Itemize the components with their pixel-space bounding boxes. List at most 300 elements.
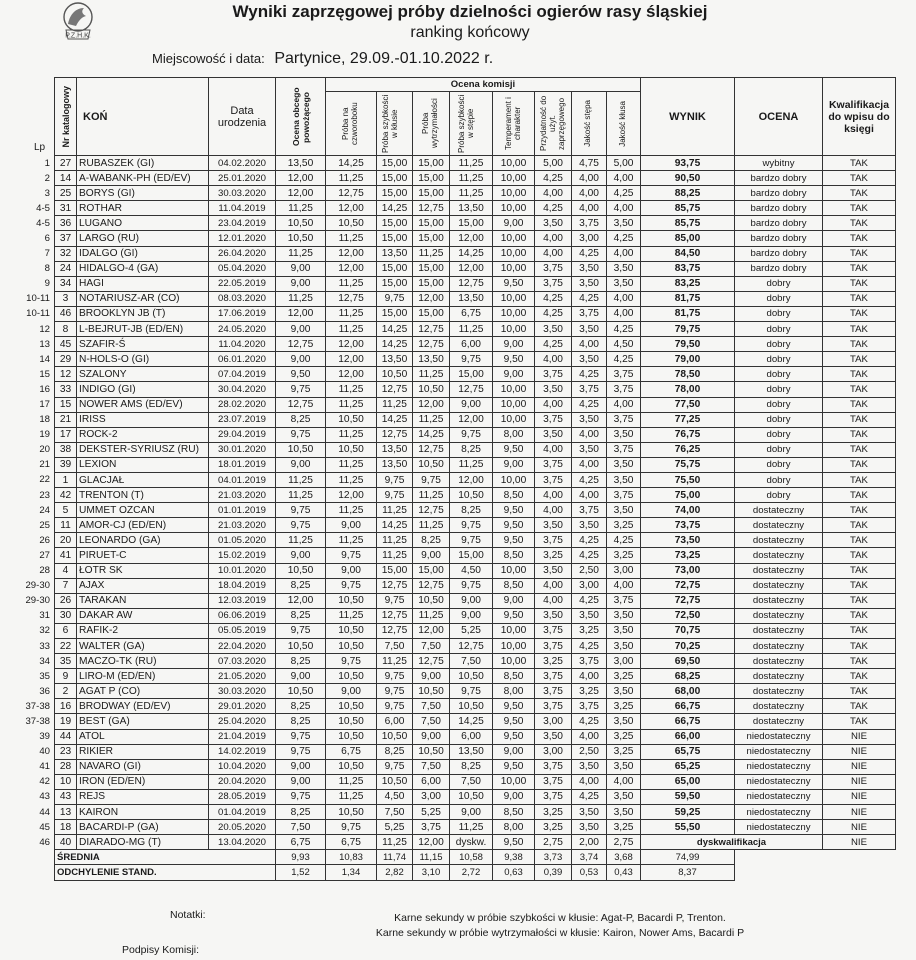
row-lp: 40 <box>39 746 50 758</box>
col-proba-szybkosci-stepie: Próba szybkości w stępie <box>457 94 475 153</box>
col-wynik: WYNIK <box>669 110 706 123</box>
score-s6: 3,75 <box>535 684 572 699</box>
birth-date: 04.02.2020 <box>209 156 276 171</box>
grade: niedostateczny <box>735 774 823 789</box>
catalog-number: 42 <box>55 488 77 503</box>
place-value: Partynice, 29.09.-01.10.2022 r. <box>274 50 494 67</box>
score-s7: 4,00 <box>572 427 607 442</box>
score-s2: 11,25 <box>377 548 413 563</box>
catalog-number: 20 <box>55 533 77 548</box>
score-s5: 10,00 <box>493 156 535 171</box>
score-obcy: 8,25 <box>276 412 326 427</box>
catalog-number: 32 <box>55 246 77 261</box>
score-s1: 10,50 <box>326 593 377 608</box>
score-s3: 12,00 <box>413 397 450 412</box>
score-s2: 11,25 <box>377 654 413 669</box>
catalog-number: 16 <box>55 699 77 714</box>
row-lp: 15 <box>39 368 50 380</box>
score-s1: 11,25 <box>326 457 377 472</box>
result-value: 88,25 <box>641 186 735 201</box>
birth-date: 26.04.2020 <box>209 246 276 261</box>
score-s2: 5,25 <box>377 820 413 835</box>
score-s2: 15,00 <box>377 261 413 276</box>
qualification: TAK <box>823 367 896 382</box>
grade: bardzo dobry <box>735 246 823 261</box>
score-s8: 3,50 <box>607 457 641 472</box>
std-s5: 0,63 <box>493 865 535 880</box>
catalog-number: 11 <box>55 518 77 533</box>
row-lp: 46 <box>39 836 50 848</box>
grade: bardzo dobry <box>735 231 823 246</box>
table-row <box>54 201 896 216</box>
score-s5: 9,00 <box>493 744 535 759</box>
score-s2: 15,00 <box>377 306 413 321</box>
score-s5: 10,00 <box>493 322 535 337</box>
score-s2: 9,75 <box>377 291 413 306</box>
grade: dostateczny <box>735 548 823 563</box>
score-s8: 4,00 <box>607 201 641 216</box>
score-s3: 9,00 <box>413 548 450 563</box>
score-obcy: 11,25 <box>276 488 326 503</box>
score-s6: 3,50 <box>535 729 572 744</box>
score-s6: 4,00 <box>535 352 572 367</box>
score-s8: 3,50 <box>607 805 641 820</box>
table-row <box>54 306 896 321</box>
score-s4: 12,00 <box>450 261 493 276</box>
score-s4: 15,00 <box>450 367 493 382</box>
std-s8: 0,43 <box>607 865 641 880</box>
result-value: 75,00 <box>641 488 735 503</box>
result-value: 90,50 <box>641 171 735 186</box>
score-obcy: 10,50 <box>276 442 326 457</box>
qualification: NIE <box>823 759 896 774</box>
score-obcy: 12,75 <box>276 397 326 412</box>
score-s3: 10,50 <box>413 744 450 759</box>
grade: dostateczny <box>735 593 823 608</box>
col-jakosc-stepa: Jakość stępa <box>583 100 592 147</box>
score-s4: 9,00 <box>450 397 493 412</box>
score-obcy: 9,50 <box>276 367 326 382</box>
score-s5: 10,00 <box>493 306 535 321</box>
catalog-number: 43 <box>55 789 77 804</box>
mean-s1: 10,83 <box>326 850 377 865</box>
qualification: TAK <box>823 503 896 518</box>
score-s1: 11,25 <box>326 171 377 186</box>
qualification: TAK <box>823 563 896 578</box>
mean-label: ŚREDNIA <box>55 850 276 865</box>
grade: dostateczny <box>735 639 823 654</box>
score-obcy: 10,50 <box>276 216 326 231</box>
mean-s3: 11,15 <box>413 850 450 865</box>
score-s6: 5,00 <box>535 156 572 171</box>
row-lp: 4-5 <box>36 202 50 214</box>
qualification: TAK <box>823 699 896 714</box>
birth-date: 30.03.2020 <box>209 684 276 699</box>
horse-name: RIKIER <box>77 744 209 759</box>
score-s1: 11,25 <box>326 427 377 442</box>
score-s2: 7,50 <box>377 639 413 654</box>
grade: dostateczny <box>735 563 823 578</box>
score-s5: 10,00 <box>493 382 535 397</box>
score-s1: 10,50 <box>326 699 377 714</box>
grade: dobry <box>735 427 823 442</box>
score-s2: 9,75 <box>377 699 413 714</box>
score-s1: 12,00 <box>326 246 377 261</box>
score-s3: 11,25 <box>413 488 450 503</box>
catalog-number: 2 <box>55 684 77 699</box>
horse-name: SZALONY <box>77 367 209 382</box>
score-s8: 3,75 <box>607 412 641 427</box>
score-s4: 6,00 <box>450 729 493 744</box>
grade: dobry <box>735 397 823 412</box>
score-obcy: 9,00 <box>276 548 326 563</box>
score-s2: 12,75 <box>377 623 413 638</box>
score-s1: 14,25 <box>326 156 377 171</box>
birth-date: 08.03.2020 <box>209 291 276 306</box>
catalog-number: 4 <box>55 563 77 578</box>
row-lp: 33 <box>39 640 50 652</box>
horse-name: ROCK-2 <box>77 427 209 442</box>
table-row <box>54 593 896 608</box>
score-obcy: 11,25 <box>276 246 326 261</box>
birth-date: 25.01.2020 <box>209 171 276 186</box>
score-s6: 3,75 <box>535 472 572 487</box>
row-lp: 34 <box>39 655 50 667</box>
mean-s4: 10,58 <box>450 850 493 865</box>
table-row <box>54 246 896 261</box>
score-s3: 15,00 <box>413 276 450 291</box>
horse-name: BROOKLYN JB (T) <box>77 306 209 321</box>
birth-date: 18.04.2019 <box>209 578 276 593</box>
score-s8: 4,25 <box>607 322 641 337</box>
row-lp: 24 <box>39 504 50 516</box>
qualification: NIE <box>823 789 896 804</box>
score-s6: 3,25 <box>535 805 572 820</box>
score-s7: 3,50 <box>572 261 607 276</box>
std-s7: 0,53 <box>572 865 607 880</box>
score-s5: 10,00 <box>493 639 535 654</box>
table-row <box>54 684 896 699</box>
grade: dobry <box>735 488 823 503</box>
score-obcy: 8,25 <box>276 654 326 669</box>
score-obcy: 9,75 <box>276 427 326 442</box>
table-row <box>54 442 896 457</box>
col-proba-wytrzymalosci: Próba wytrzymałości <box>421 98 439 149</box>
result-value: 66,75 <box>641 714 735 729</box>
table-row <box>54 171 896 186</box>
score-s3: 13,50 <box>413 352 450 367</box>
qualification: TAK <box>823 261 896 276</box>
horse-name: ROTHAR <box>77 201 209 216</box>
birth-date: 07.04.2019 <box>209 367 276 382</box>
row-lp: 35 <box>39 670 50 682</box>
score-s5: 10,00 <box>493 246 535 261</box>
score-s5: 8,00 <box>493 427 535 442</box>
result-value: 79,50 <box>641 337 735 352</box>
birth-date: 04.01.2019 <box>209 472 276 487</box>
score-s7: 4,25 <box>572 789 607 804</box>
score-s5: 10,00 <box>493 397 535 412</box>
score-s8: 3,50 <box>607 714 641 729</box>
table-row <box>54 427 896 442</box>
score-s3: 12,75 <box>413 503 450 518</box>
catalog-number: 5 <box>55 503 77 518</box>
score-s3: 12,75 <box>413 337 450 352</box>
score-s5: 9,00 <box>493 216 535 231</box>
qualification: TAK <box>823 457 896 472</box>
score-s4: 11,25 <box>450 322 493 337</box>
score-obcy: 10,50 <box>276 684 326 699</box>
catalog-number: 12 <box>55 367 77 382</box>
score-s3: 9,75 <box>413 472 450 487</box>
score-s7: 2,50 <box>572 744 607 759</box>
score-s8: 3,50 <box>607 427 641 442</box>
catalog-number: 17 <box>55 427 77 442</box>
horse-name: A-WABANK-PH (ED/EV) <box>77 171 209 186</box>
score-s2: 12,75 <box>377 382 413 397</box>
catalog-number: 26 <box>55 593 77 608</box>
horse-name: DIARADO-MG (T) <box>77 835 209 850</box>
score-s1: 12,00 <box>326 352 377 367</box>
score-s5: 9,50 <box>493 759 535 774</box>
score-s2: 14,25 <box>377 518 413 533</box>
qualification: TAK <box>823 352 896 367</box>
row-lp: 25 <box>39 519 50 531</box>
score-s7: 3,75 <box>572 306 607 321</box>
score-obcy: 9,75 <box>276 382 326 397</box>
score-s7: 2,00 <box>572 835 607 850</box>
table-row <box>54 639 896 654</box>
score-s1: 12,00 <box>326 367 377 382</box>
catalog-number: 29 <box>55 352 77 367</box>
qualification: TAK <box>823 608 896 623</box>
result-value: 59,25 <box>641 805 735 820</box>
score-s6: 4,00 <box>535 442 572 457</box>
score-s5: 9,50 <box>493 714 535 729</box>
col-jakosc-klusa: Jakość kłusa <box>617 100 627 147</box>
row-lp: 31 <box>39 610 50 622</box>
score-s2: 10,50 <box>377 367 413 382</box>
score-s4: 5,25 <box>450 623 493 638</box>
catalog-number: 15 <box>55 397 77 412</box>
mean-s2: 11,74 <box>377 850 413 865</box>
catalog-number: 21 <box>55 412 77 427</box>
table-row <box>54 563 896 578</box>
score-s1: 11,25 <box>326 608 377 623</box>
table-row <box>54 744 896 759</box>
horse-name: LEXION <box>77 457 209 472</box>
qualification: TAK <box>823 669 896 684</box>
score-s3: 7,50 <box>413 639 450 654</box>
score-s2: 14,25 <box>377 337 413 352</box>
results-body <box>54 156 896 850</box>
result-value: 66,75 <box>641 699 735 714</box>
horse-name: RAFIK-2 <box>77 623 209 638</box>
score-s7: 3,50 <box>572 805 607 820</box>
score-s5: 8,50 <box>493 669 535 684</box>
result-value: 81,75 <box>641 306 735 321</box>
score-s5: 8,50 <box>493 488 535 503</box>
row-lp: 4-5 <box>36 217 50 229</box>
row-lp: 41 <box>39 761 50 773</box>
score-s3: 12,00 <box>413 291 450 306</box>
mean-s6: 3,73 <box>535 850 572 865</box>
row-lp: 14 <box>39 353 50 365</box>
row-lp: 1 <box>44 157 50 169</box>
page-subtitle: ranking końcowy <box>410 24 530 41</box>
score-s7: 4,00 <box>572 488 607 503</box>
result-value: 69,50 <box>641 654 735 669</box>
score-s4: 15,00 <box>450 548 493 563</box>
score-obcy: 8,25 <box>276 608 326 623</box>
score-s2: 9,75 <box>377 593 413 608</box>
table-row <box>54 186 896 201</box>
qualification: TAK <box>823 306 896 321</box>
result-value: 59,50 <box>641 789 735 804</box>
birth-date: 05.04.2020 <box>209 261 276 276</box>
grade: dobry <box>735 306 823 321</box>
score-s5: 9,50 <box>493 442 535 457</box>
table-row <box>54 774 896 789</box>
horse-name: AJAX <box>77 578 209 593</box>
score-s7: 3,50 <box>572 412 607 427</box>
score-s3: 11,25 <box>413 518 450 533</box>
score-s2: 10,50 <box>377 774 413 789</box>
score-s3: 7,50 <box>413 699 450 714</box>
score-s3: 6,00 <box>413 774 450 789</box>
score-s1: 10,50 <box>326 639 377 654</box>
score-s2: 11,25 <box>377 397 413 412</box>
birth-date: 10.01.2020 <box>209 563 276 578</box>
birth-date: 25.04.2020 <box>209 714 276 729</box>
row-lp: 12 <box>39 323 50 335</box>
grade: dostateczny <box>735 608 823 623</box>
score-s5: 10,00 <box>493 412 535 427</box>
score-s3: 7,50 <box>413 714 450 729</box>
row-lp: 27 <box>39 549 50 561</box>
score-s3: 10,50 <box>413 593 450 608</box>
score-s6: 3,75 <box>535 669 572 684</box>
score-s8: 3,50 <box>607 608 641 623</box>
score-s1: 11,25 <box>326 472 377 487</box>
score-s8: 3,50 <box>607 759 641 774</box>
score-s3: 12,75 <box>413 654 450 669</box>
score-s4: 9,75 <box>450 578 493 593</box>
score-s4: 12,00 <box>450 231 493 246</box>
table-row <box>54 654 896 669</box>
score-s8: 4,00 <box>607 397 641 412</box>
svg-text:P.Z.H.K.: P.Z.H.K. <box>65 32 91 40</box>
grade: dobry <box>735 382 823 397</box>
row-lp: 28 <box>39 565 50 577</box>
score-s6: 3,50 <box>535 216 572 231</box>
result-value: 72,75 <box>641 593 735 608</box>
table-row <box>54 337 896 352</box>
result-value: 79,00 <box>641 352 735 367</box>
birth-date: 11.04.2019 <box>209 201 276 216</box>
score-s3: 10,50 <box>413 684 450 699</box>
score-s5: 10,00 <box>493 231 535 246</box>
col-proba-czworobok: Próba na czworoboku <box>341 102 359 145</box>
score-s8: 3,75 <box>607 367 641 382</box>
birth-date: 18.01.2019 <box>209 457 276 472</box>
catalog-number: 8 <box>55 322 77 337</box>
score-s6: 3,50 <box>535 518 572 533</box>
col-przydatnosc: Przydatność do użyt. zaprzęgowego <box>539 95 566 152</box>
std-s1: 1,34 <box>326 865 377 880</box>
grade: dobry <box>735 322 823 337</box>
catalog-number: 25 <box>55 186 77 201</box>
score-s4: 9,00 <box>450 805 493 820</box>
result-value: 66,00 <box>641 729 735 744</box>
row-lp: 37-38 <box>25 715 50 727</box>
score-s5: 9,50 <box>493 608 535 623</box>
score-s8: 3,25 <box>607 669 641 684</box>
score-s6: 3,25 <box>535 820 572 835</box>
grade: dobry <box>735 472 823 487</box>
horse-name: LEONARDO (GA) <box>77 533 209 548</box>
score-s8: 3,75 <box>607 382 641 397</box>
score-s6: 4,00 <box>535 246 572 261</box>
birth-date: 21.05.2020 <box>209 669 276 684</box>
catalog-number: 39 <box>55 457 77 472</box>
score-obcy: 11,25 <box>276 201 326 216</box>
result-value: 70,75 <box>641 623 735 638</box>
score-s7: 4,25 <box>572 639 607 654</box>
birth-date: 21.03.2020 <box>209 518 276 533</box>
birth-date: 30.04.2020 <box>209 382 276 397</box>
score-s2: 11,25 <box>377 835 413 850</box>
row-lp: 22 <box>39 474 50 486</box>
score-s8: 4,00 <box>607 291 641 306</box>
score-s6: 3,75 <box>535 457 572 472</box>
score-obcy: 11,25 <box>276 533 326 548</box>
score-obcy: 9,75 <box>276 518 326 533</box>
score-s8: 5,00 <box>607 156 641 171</box>
score-s7: 3,50 <box>572 442 607 457</box>
horse-name: SZAFIR-Ś <box>77 337 209 352</box>
horse-name: BACARDI-P (GA) <box>77 820 209 835</box>
score-s8: 2,75 <box>607 835 641 850</box>
grade: dostateczny <box>735 669 823 684</box>
score-s7: 4,25 <box>572 533 607 548</box>
score-s7: 3,75 <box>572 503 607 518</box>
score-s4: 11,25 <box>450 171 493 186</box>
catalog-number: 13 <box>55 805 77 820</box>
col-data: Data urodzenia <box>217 104 267 129</box>
score-s3: 12,75 <box>413 322 450 337</box>
score-s2: 9,75 <box>377 759 413 774</box>
score-s7: 4,00 <box>572 729 607 744</box>
catalog-number: 44 <box>55 729 77 744</box>
horse-name: ŁOTR SK <box>77 563 209 578</box>
grade: wybitny <box>735 156 823 171</box>
row-lp: 23 <box>39 489 50 501</box>
score-s7: 3,00 <box>572 231 607 246</box>
result-value: 75,75 <box>641 457 735 472</box>
score-s2: 13,50 <box>377 352 413 367</box>
score-s5: 9,50 <box>493 533 535 548</box>
horse-name: IRON (ED/EN) <box>77 774 209 789</box>
catalog-number: 10 <box>55 774 77 789</box>
score-s5: 10,00 <box>493 563 535 578</box>
score-s4: 7,50 <box>450 654 493 669</box>
grade: dobry <box>735 352 823 367</box>
score-s8: 3,50 <box>607 261 641 276</box>
horse-name: BEST (GA) <box>77 714 209 729</box>
birth-date: 15.02.2019 <box>209 548 276 563</box>
horse-name: GLACJAŁ <box>77 472 209 487</box>
